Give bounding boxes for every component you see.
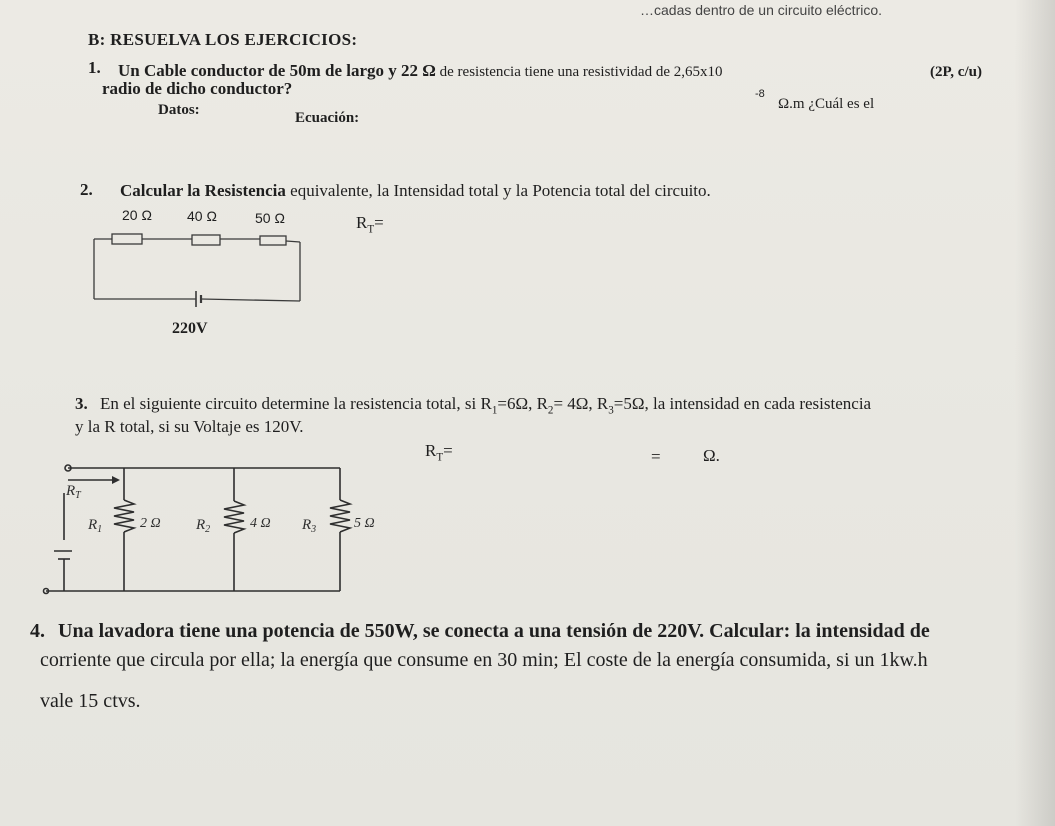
q4-line1: Una lavadora tiene una potencia de 550W, se conecta a una tensión de 220V. Calcular: la intensidad de bbox=[58, 620, 930, 642]
header-fragment: …cadas dentro de un circuito eléctrico. bbox=[640, 2, 883, 18]
q3-rt-expression: $R_T=$ bbox=[425, 441, 453, 464]
q3-number: 3. bbox=[75, 394, 88, 413]
q3-r1-name: $R_1$ bbox=[88, 517, 103, 535]
q4-line3: vale 15 ctvs. bbox=[40, 690, 141, 712]
q3-r3-name: $R_3$ bbox=[302, 517, 317, 535]
q3-unit: Ω. bbox=[703, 446, 720, 465]
q3-parallel-circuit bbox=[40, 455, 400, 615]
page-edge-shadow bbox=[1015, 0, 1055, 826]
q1-number: 1. bbox=[88, 58, 101, 77]
q2-text: Calcular la Resistencia equivalente, la Intensidad total y la Potencia total del circuito. bbox=[120, 181, 711, 200]
q1-ecuacion-label: Ecuación: bbox=[295, 110, 360, 126]
q2-resistor-40 bbox=[192, 235, 220, 245]
q2-voltage-label: 220V bbox=[172, 320, 208, 337]
q1-line2: radio de dicho conductor? bbox=[102, 79, 293, 98]
q3-r2-name: $R_2$ bbox=[196, 517, 211, 535]
q3-r2-value: 4 Ω bbox=[250, 516, 271, 531]
q1-line1: Un Cable conductor de 50m de largo y 22 Ω de resistencia tiene una resistividad de 2,65x10 bbox=[118, 61, 723, 80]
q3-eq-sign: = bbox=[651, 447, 661, 466]
q3-line1: En el siguiente circuito determine la resistencia total, si $R_1=6\Omega$, $R_2= 4\Omega$, $R_3=5\Omega$, la intensidad en cada resistencia bbox=[100, 394, 872, 417]
q1-exponent: -8 bbox=[755, 88, 765, 100]
q2-resistor-20 bbox=[112, 234, 142, 244]
section-title: B: RESUELVA LOS EJERCICIOS: bbox=[88, 30, 358, 49]
q1-datos-label: Datos: bbox=[158, 102, 200, 118]
q3-circuit-rt: $R_T$ bbox=[66, 483, 81, 501]
q2-resistor-label-2: 40 Ω bbox=[187, 208, 217, 224]
points-note: (2P, c/u) bbox=[930, 64, 982, 80]
q2-series-circuit bbox=[88, 225, 308, 310]
q3-r3-value: 5 Ω bbox=[354, 516, 375, 531]
q4-number: 4. bbox=[30, 620, 45, 642]
q2-number: 2. bbox=[80, 180, 93, 199]
q2-resistor-label-1: 20 Ω bbox=[122, 207, 152, 223]
q2-resistor-50 bbox=[260, 236, 286, 245]
q4-line2: corriente que circula por ella; la energía que consume en 30 min; El coste de la energía consumida, si un 1kw.h bbox=[40, 649, 928, 671]
q3-line2: y la R total, si su Voltaje es 120V. bbox=[75, 417, 304, 436]
q3-r1-value: 2 Ω bbox=[140, 516, 161, 531]
q2-resistor-label-3: 50 Ω bbox=[255, 210, 285, 226]
q2-rt-expression: $R_T=$ bbox=[356, 213, 384, 236]
q1-line1-tail: Ω.m ¿Cuál es el bbox=[778, 96, 875, 112]
